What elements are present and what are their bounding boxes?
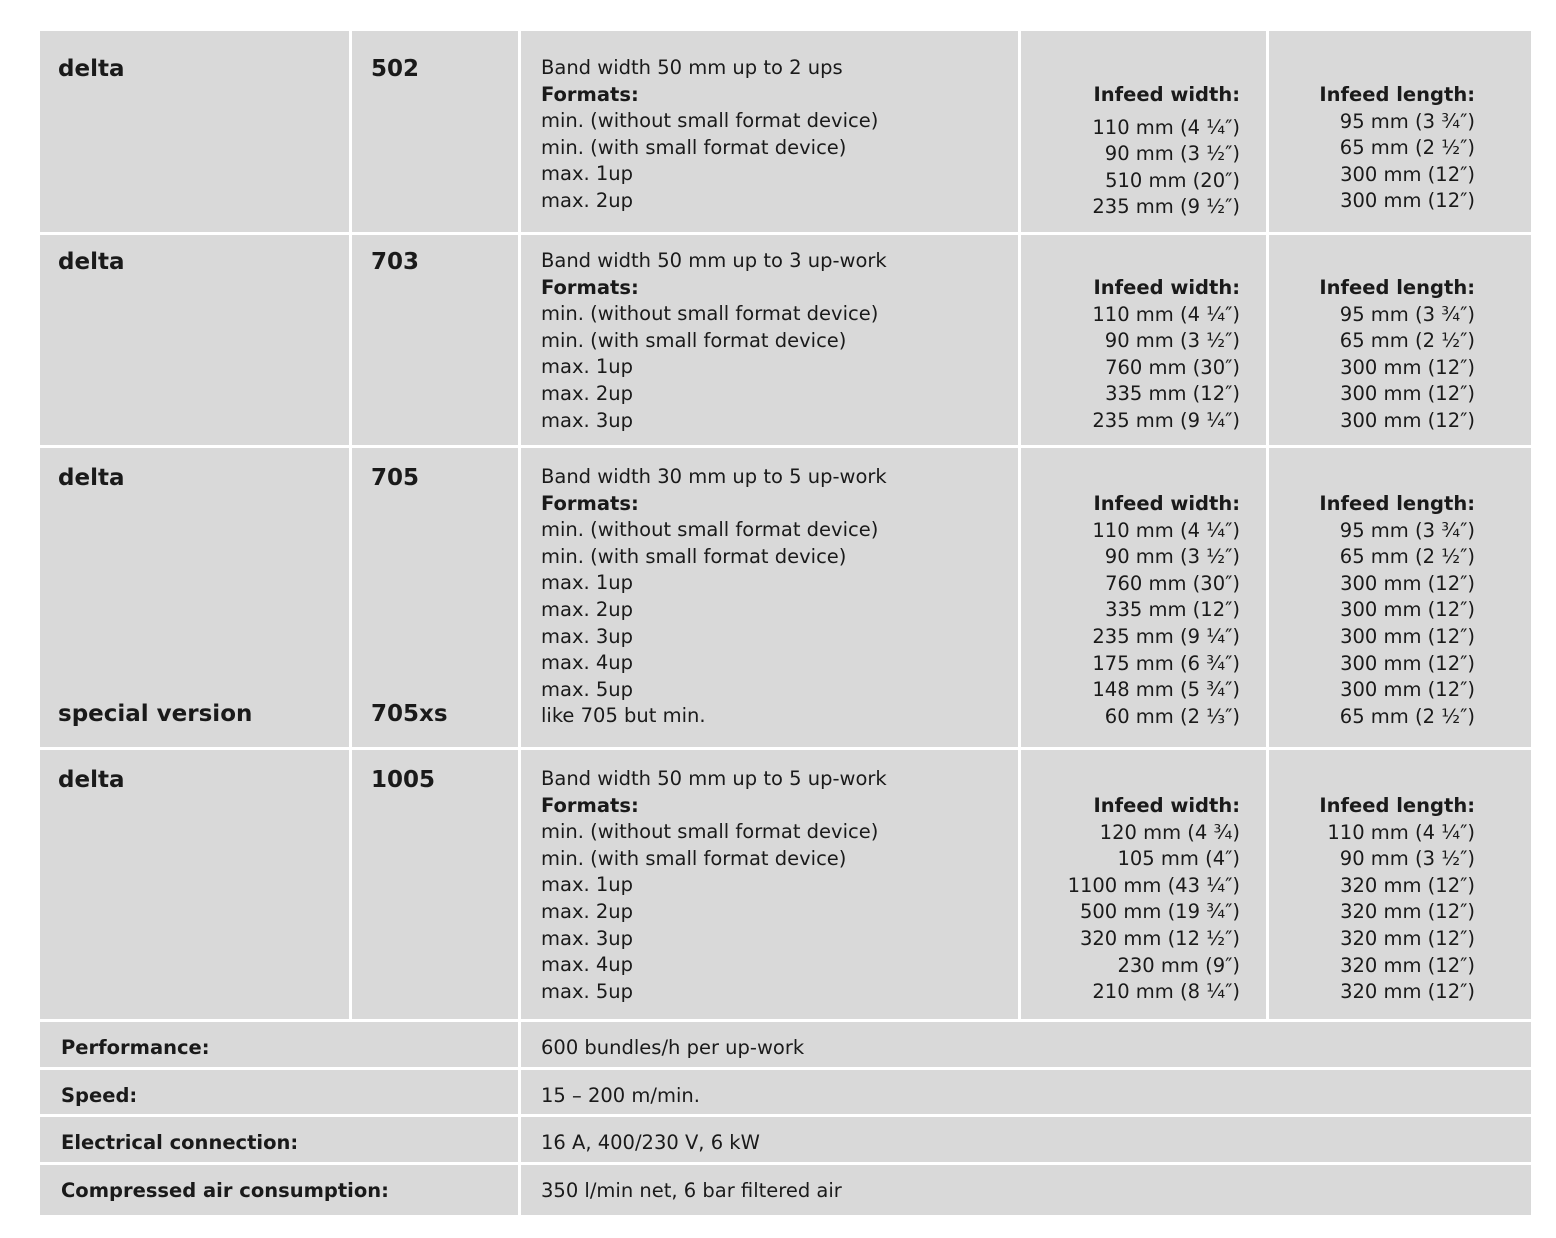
format-label: min. (without small format device) — [541, 302, 879, 326]
format-label: min. (without small format device) — [541, 820, 879, 844]
infeed-length-value: 65 mm (2 ½″) — [1339, 545, 1475, 569]
format-label: max. 5up — [541, 677, 634, 701]
spec-sheet — [40, 31, 1531, 1215]
machine-row-703 — [40, 235, 1531, 448]
infeed-length-header: Infeed length: — [1319, 276, 1475, 299]
special-version-name: special version — [58, 701, 253, 727]
infeed-width-value: 510 mm (20″) — [1105, 168, 1240, 192]
infeed-width-value: 335 mm (12″) — [1105, 382, 1240, 406]
spec-label: Compressed air consumption: — [61, 1179, 389, 1202]
spec-label: Speed: — [61, 1084, 138, 1107]
format-description — [541, 55, 878, 215]
infeed-width-column — [1092, 82, 1240, 221]
infeed-width-header: Infeed width: — [1093, 276, 1240, 299]
infeed-length-value: 300 mm (12″) — [1340, 408, 1475, 432]
spec-value: 350 l/min net, 6 bar filtered air — [541, 1179, 842, 1202]
infeed-length-header: Infeed length: — [1319, 492, 1475, 515]
format-label: max. 1up — [541, 355, 634, 379]
infeed-length-value: 320 mm (12″) — [1340, 873, 1475, 897]
infeed-length-value: 65 mm (2 ½″) — [1339, 136, 1475, 160]
format-label: max. 2up — [541, 381, 634, 405]
format-label: min. (without small format device) — [541, 518, 879, 542]
infeed-length-header: Infeed length: — [1319, 794, 1475, 817]
infeed-length-value: 300 mm (12″) — [1340, 382, 1475, 406]
machine-model: 703 — [371, 249, 420, 275]
infeed-width-value: 235 mm (9 ¼″) — [1092, 624, 1240, 648]
machine-name: delta — [58, 465, 125, 491]
spec-label: Performance: — [61, 1036, 210, 1059]
machine-name: delta — [58, 56, 125, 82]
infeed-width-header: Infeed width: — [1093, 794, 1240, 817]
infeed-length-value: 300 mm (12″) — [1340, 624, 1475, 648]
infeed-length-value: 300 mm (12″) — [1340, 571, 1475, 595]
special-version-model: 705xs — [371, 701, 448, 727]
infeed-width-column — [1092, 275, 1240, 435]
format-label: max. 3up — [541, 624, 634, 648]
format-label: like 705 but min. — [541, 704, 706, 728]
infeed-width-value: 90 mm (3 ½″) — [1104, 545, 1240, 569]
machine-model: 502 — [371, 56, 420, 82]
infeed-length-value: 95 mm (3 ¾″) — [1339, 109, 1475, 133]
infeed-width-value: 235 mm (9 ½″) — [1092, 195, 1240, 219]
format-label: max. 2up — [541, 188, 634, 212]
spec-value: 16 A, 400/230 V, 6 kW — [541, 1131, 760, 1154]
format-label: max. 3up — [541, 926, 634, 950]
format-label: max. 1up — [541, 873, 634, 897]
infeed-length-value: 320 mm (12″) — [1340, 953, 1475, 977]
infeed-width-header: Infeed width: — [1093, 83, 1240, 106]
infeed-width-value: 110 mm (4 ¼″) — [1092, 518, 1240, 542]
formats-label: Formats: — [541, 491, 639, 515]
machine-row-502 — [40, 31, 1531, 235]
band-width: Band width 50 mm up to 5 up-work — [541, 767, 887, 790]
infeed-width-value: 90 mm (3 ½″) — [1104, 329, 1240, 353]
format-label: max. 5up — [541, 979, 634, 1003]
format-label: min. (without small format device) — [541, 109, 879, 133]
infeed-length-column — [1319, 491, 1475, 730]
machine-name: delta — [58, 249, 125, 275]
infeed-length-header: Infeed length: — [1319, 83, 1475, 106]
format-label: max. 2up — [541, 899, 634, 923]
format-label: max. 2up — [541, 597, 634, 621]
infeed-length-value: 95 mm (3 ¾″) — [1339, 302, 1475, 326]
infeed-length-column — [1319, 275, 1475, 435]
infeed-width-value: 230 mm (9″) — [1117, 953, 1240, 977]
format-description — [541, 766, 887, 1005]
infeed-width-value: 320 mm (12 ½″) — [1079, 926, 1240, 950]
machine-model: 705 — [371, 465, 420, 491]
infeed-width-value: 760 mm (30″) — [1105, 571, 1240, 595]
infeed-width-column — [1068, 793, 1240, 1006]
format-label: min. (with small format device) — [541, 846, 847, 870]
machine-model: 1005 — [371, 767, 436, 793]
format-label: max. 1up — [541, 162, 634, 186]
infeed-length-value: 320 mm (12″) — [1340, 926, 1475, 950]
infeed-length-value: 300 mm (12″) — [1340, 598, 1475, 622]
format-label: max. 3up — [541, 408, 634, 432]
formats-label: Formats: — [541, 793, 639, 817]
spec-row-electrical — [40, 1117, 1531, 1165]
infeed-length-value: 300 mm (12″) — [1340, 162, 1475, 186]
infeed-length-value: 95 mm (3 ¾″) — [1339, 518, 1475, 542]
infeed-width-value: 105 mm (4″) — [1117, 847, 1240, 871]
spec-value: 600 bundles/h per up-work — [541, 1036, 805, 1059]
infeed-length-value: 300 mm (12″) — [1340, 355, 1475, 379]
format-label: max. 1up — [541, 571, 634, 595]
infeed-length-value: 90 mm (3 ½″) — [1339, 847, 1475, 871]
band-width: Band width 50 mm up to 2 ups — [541, 56, 843, 79]
infeed-width-value: 120 mm (4 ¾) — [1099, 820, 1240, 844]
spec-value: 15 – 200 m/min. — [541, 1084, 700, 1107]
format-label: max. 4up — [541, 651, 634, 675]
infeed-length-value: 320 mm (12″) — [1340, 980, 1475, 1004]
infeed-width-value: 235 mm (9 ¼″) — [1092, 408, 1240, 432]
infeed-width-value: 110 mm (4 ¼″) — [1092, 115, 1240, 139]
spec-label: Electrical connection: — [61, 1131, 299, 1154]
spec-row-compressed-air — [40, 1165, 1531, 1215]
format-description — [541, 464, 887, 730]
infeed-length-value: 300 mm (12″) — [1340, 678, 1475, 702]
spec-row-speed — [40, 1070, 1531, 1117]
infeed-width-value: 760 mm (30″) — [1105, 355, 1240, 379]
infeed-length-column — [1319, 82, 1475, 215]
infeed-length-value: 300 mm (12″) — [1340, 651, 1475, 675]
infeed-width-value: 60 mm (2 ⅓″) — [1104, 704, 1240, 728]
format-label: min. (with small format device) — [541, 544, 847, 568]
machine-name: delta — [58, 767, 125, 793]
infeed-width-value: 175 mm (6 ¾″) — [1092, 651, 1240, 675]
machine-row-705 — [40, 448, 1531, 750]
infeed-length-value: 300 mm (12″) — [1340, 189, 1475, 213]
infeed-length-value: 65 mm (2 ½″) — [1339, 704, 1475, 728]
infeed-width-value: 90 mm (3 ½″) — [1104, 142, 1240, 166]
infeed-width-value: 1100 mm (43 ¼″) — [1067, 873, 1240, 897]
band-width: Band width 30 mm up to 5 up-work — [541, 465, 887, 488]
infeed-length-value: 110 mm (4 ¼″) — [1327, 820, 1475, 844]
spec-row-performance — [40, 1022, 1531, 1070]
formats-label: Formats: — [541, 82, 639, 106]
format-description — [541, 248, 887, 434]
infeed-width-value: 110 mm (4 ¼″) — [1092, 302, 1240, 326]
infeed-width-header: Infeed width: — [1093, 492, 1240, 515]
format-label: min. (with small format device) — [541, 328, 847, 352]
infeed-width-value: 210 mm (8 ¼″) — [1092, 980, 1240, 1004]
infeed-length-value: 320 mm (12″) — [1340, 900, 1475, 924]
format-label: max. 4up — [541, 953, 634, 977]
band-width: Band width 50 mm up to 3 up-work — [541, 249, 887, 272]
infeed-width-value: 500 mm (19 ¾″) — [1079, 900, 1240, 924]
format-label: min. (with small format device) — [541, 135, 847, 159]
infeed-width-value: 148 mm (5 ¾″) — [1092, 678, 1240, 702]
infeed-length-value: 65 mm (2 ½″) — [1339, 329, 1475, 353]
machine-row-1005 — [40, 750, 1531, 1022]
infeed-width-value: 335 mm (12″) — [1105, 598, 1240, 622]
formats-label: Formats: — [541, 275, 639, 299]
infeed-length-column — [1319, 793, 1475, 1006]
infeed-width-column — [1092, 491, 1240, 730]
